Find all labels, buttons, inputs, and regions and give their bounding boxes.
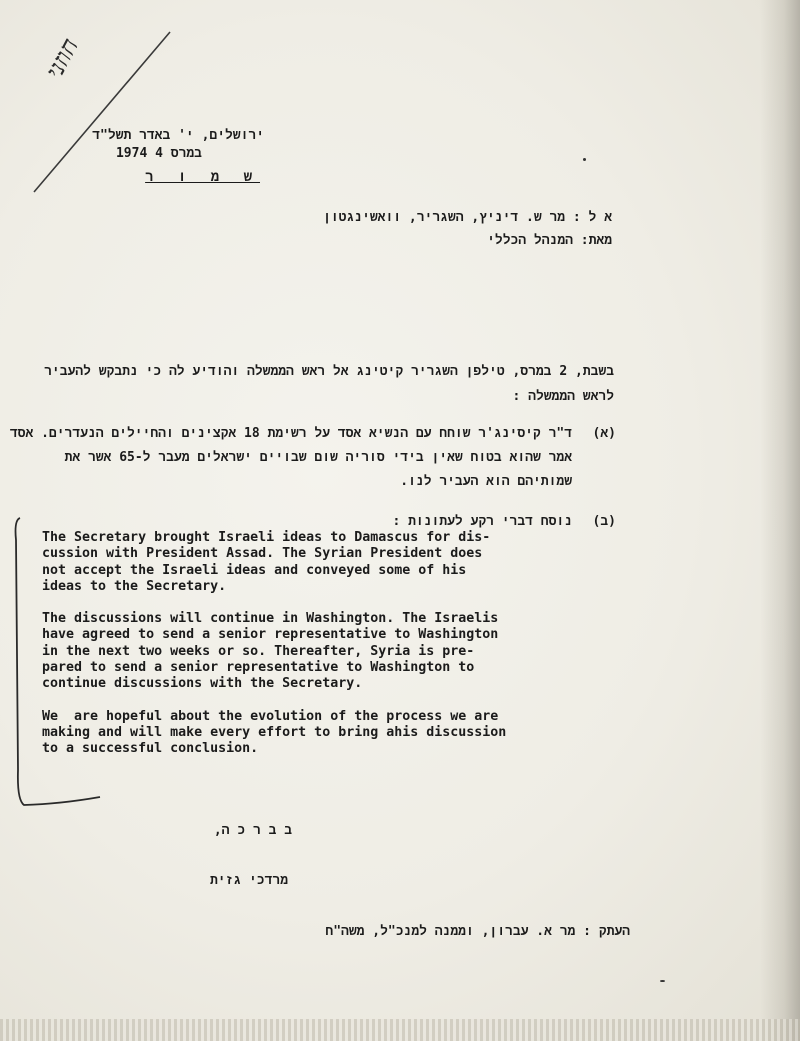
signature-name: מרדכי גזית (209, 873, 288, 888)
date-gregorian: 1974 4 במרס (115, 146, 202, 161)
ink-dot (583, 158, 586, 161)
item-b-marker: (ב) (592, 514, 616, 529)
item-b-label: נוסח דברי רקע לעתונות : (392, 514, 572, 529)
item-a-marker: (א) (592, 426, 616, 441)
press-background-text (42, 530, 602, 758)
press-paragraph-1: The Secretary brought Israeli ideas to Damascus for dis- cussion with President Assad. The Syrian President does not accept the Israeli ideas and conveyed some of his ideas to the Secretary. (42, 530, 491, 594)
from-line: מאת: המנהל הכללי (487, 233, 612, 248)
press-paragraph-3: We are hopeful about the evolution of the process we are making and will make every effort to bring ahis discussion to a successful conclusion. (42, 708, 507, 757)
ink-mark (660, 980, 665, 982)
handwritten-mark: חוזני (40, 33, 85, 84)
item-a-line-3: שמותיהם הוא העביר לנו. (400, 474, 572, 489)
copy-line: העתק : מר א. עברון, וממנה למנכ"ל, משה"ח (325, 924, 630, 939)
intro-line-1: בשבת, 2 במרס, טילפן השגריר קיטינג אל ראש הממשלה והודיע לה כי נתבקש להעביר (44, 364, 614, 379)
press-paragraph-2: The discussions will continue in Washington. The Israelis have agreed to send a senior representative to Washington in the next two weeks or so. Thereafter, Syria is pre- pared to send a senior representative to Washington to continue discussions with the Secretary. (42, 611, 499, 692)
classification: ש מ ו ר (145, 169, 260, 185)
intro-line-2: לראש הממשלה : (512, 389, 614, 404)
closing-greeting: ב ב ר כ ה, (213, 823, 292, 838)
place-date-hebrew: ירושלים, י' באדר תשל"ד (92, 128, 264, 143)
to-line: א ל : מר ש. דיניץ, השגריר, וואשינגטון (323, 210, 612, 225)
item-a-line-2: אמר שהוא בטוח שאין בידי סוריה שום שבויים ישראלים מעבר ל-65 אשר את (64, 450, 572, 465)
page-bottom-edge (0, 1019, 800, 1041)
item-a-line-1: ד"ר קיסינג'ר שוחח עם הנשיא אסד על רשימת 18 אקצינים והחיילים הנעדרים. אסד (9, 426, 572, 441)
